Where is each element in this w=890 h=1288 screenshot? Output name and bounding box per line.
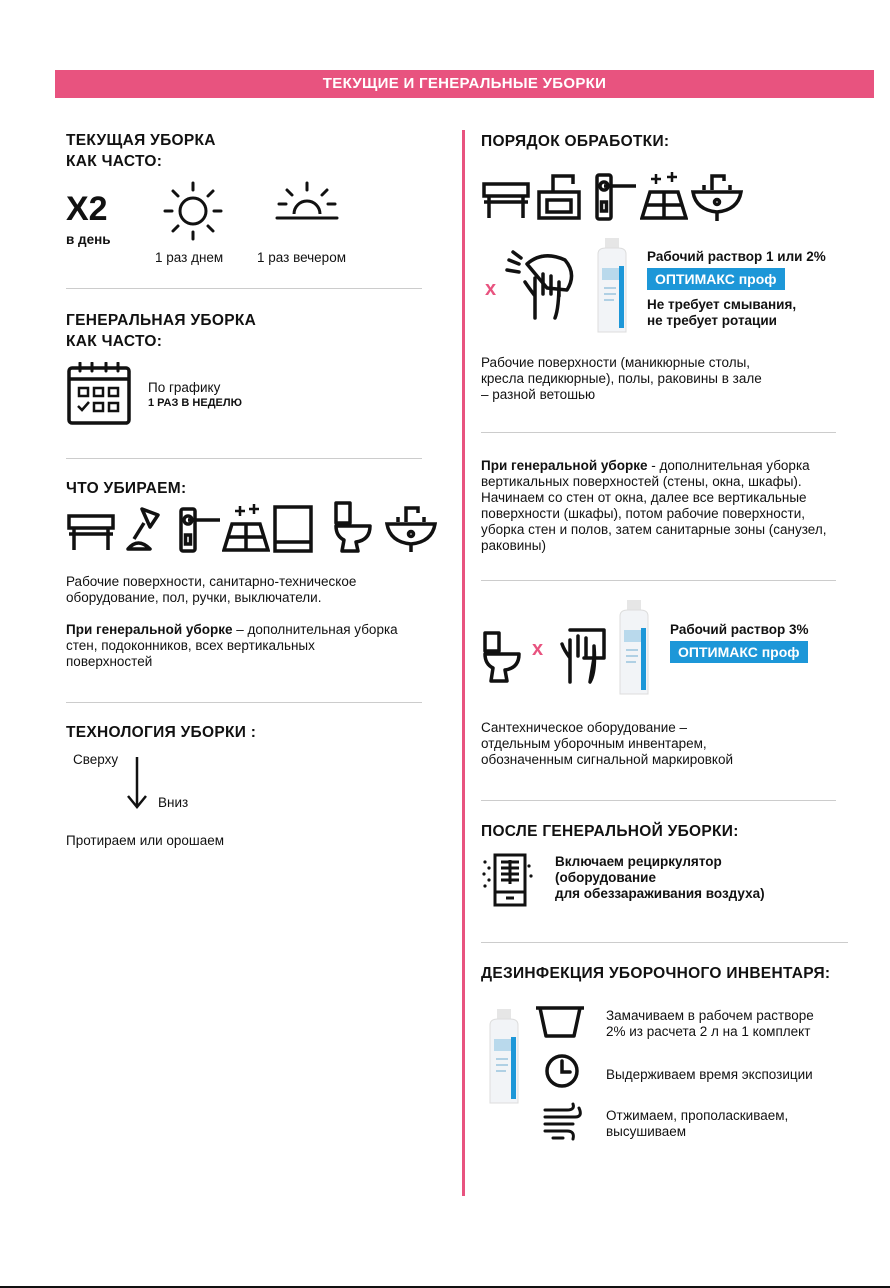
what-text: Рабочие поверхности, санитарно-техническое оборудование, пол, ручки, выключатели.	[66, 574, 357, 605]
sun-icon	[160, 180, 226, 244]
sink-icon	[384, 500, 438, 554]
what-to-clean-title: ЧТО УБИРАЕМ:	[66, 480, 187, 497]
toilet-icon	[330, 500, 376, 554]
divider	[481, 432, 836, 433]
gloved-hand-cloth-icon	[556, 622, 610, 686]
divider	[481, 942, 848, 943]
technology-title: ТЕХНОЛОГИЯ УБОРКИ :	[66, 724, 257, 741]
disinfection-title: ДЕЗИНФЕКЦИЯ УБОРОЧНОГО ИНВЕНТАРЯ:	[481, 965, 831, 982]
product-bottle-icon	[614, 598, 654, 698]
per-day-label: в день	[66, 232, 111, 247]
current-cleaning-title: ТЕКУЩАЯ УБОРКА КАК ЧАСТО:	[66, 132, 216, 170]
after-general-title: ПОСЛЕ ГЕНЕРАЛЬНОЙ УБОРКИ:	[481, 823, 739, 840]
lamp-icon	[124, 505, 168, 555]
divider	[481, 580, 836, 581]
product-tag: ОПТИМАКС проф	[647, 268, 785, 290]
divider	[66, 702, 422, 703]
recirculator-icon	[481, 852, 533, 908]
column-divider	[462, 130, 465, 1196]
to-bottom-label: Вниз	[158, 795, 189, 810]
divider	[481, 800, 836, 801]
exposure-step-text: Выдерживаем время экспозиции	[606, 1067, 813, 1082]
from-top-label: Сверху	[73, 752, 119, 767]
door-handle-icon	[178, 506, 224, 554]
table-icon	[66, 508, 116, 554]
wiping-hand-icon	[505, 248, 581, 322]
times-per-day: X2	[66, 190, 108, 228]
divider	[66, 288, 422, 289]
sunset-icon	[275, 180, 339, 224]
no-rinse-note: Не требует смывания, не требует ротации	[647, 297, 797, 328]
product-bottle-icon	[484, 1004, 524, 1110]
surfaces-text: Рабочие поверхности (маникюрные столы, кресла педикюрные), полы, раковины в зале – разной ветошью	[481, 355, 762, 402]
divider	[66, 458, 422, 459]
sanitary-text: Сантехническое оборудование – отдельным уборочным инвентарем, обозначенным сигнальной маркировкой	[481, 720, 734, 767]
general-cleaning-note: При генеральной уборке - дополнительная уборка вертикальных поверхностей (стены, окна, шкафы). Начинаем со стен от окна, далее все вертикальные поверхности (шкафы), потом рабочие поверхности, уборка стен и полов, затем санитарные зоны (санузел, раковины)	[481, 458, 827, 553]
what-general-text: При генеральной уборке – дополнительная уборка стен, подоконников, всех вертикальных поверхностей	[66, 622, 398, 669]
clock-icon	[543, 1052, 581, 1090]
frequency-text: 1 РАЗ В НЕДЕЛЮ	[148, 397, 242, 409]
door-handle-icon	[594, 172, 640, 222]
calendar-icon	[66, 362, 132, 426]
wall-panel-icon	[272, 504, 314, 554]
general-cleaning-title: ГЕНЕРАЛЬНАЯ УБОРКА КАК ЧАСТО:	[66, 312, 257, 350]
toilet-icon	[481, 630, 523, 684]
arrow-down-icon	[126, 756, 148, 810]
soaking-basin-icon	[534, 1004, 586, 1040]
method-text: Протираем или орошаем	[66, 833, 225, 848]
soak-step-text: Замачиваем в рабочем растворе 2% из расчета 2 л на 1 комплект	[606, 1008, 814, 1039]
manicure-lamp-icon	[535, 170, 583, 222]
sink-icon	[690, 168, 744, 224]
wind-drying-icon	[543, 1102, 583, 1142]
table-icon	[481, 178, 531, 222]
product-tag: ОПТИМАКС проф	[670, 641, 808, 663]
page-banner: ТЕКУЩИЕ И ГЕНЕРАЛЬНЫЕ УБОРКИ	[55, 70, 874, 98]
day-label: 1 раз днем	[155, 250, 224, 265]
order-title: ПОРЯДОК ОБРАБОТКИ:	[481, 133, 670, 150]
schedule-text: По графику	[148, 380, 221, 395]
clean-floor-icon	[640, 170, 688, 222]
clean-floor-icon	[222, 502, 270, 554]
solution-label: Рабочий раствор 1 или 2%	[647, 249, 826, 264]
x-mark: x	[485, 278, 497, 300]
product-bottle-icon	[592, 236, 632, 336]
recirculator-text: Включаем рециркулятор (оборудование для обеззараживания воздуха)	[555, 854, 765, 901]
solution-label: Рабочий раствор 3%	[670, 622, 809, 637]
x-mark: x	[532, 638, 544, 660]
evening-label: 1 раз вечером	[257, 250, 346, 265]
dry-step-text: Отжимаем, прополаскиваем, высушиваем	[606, 1108, 789, 1139]
